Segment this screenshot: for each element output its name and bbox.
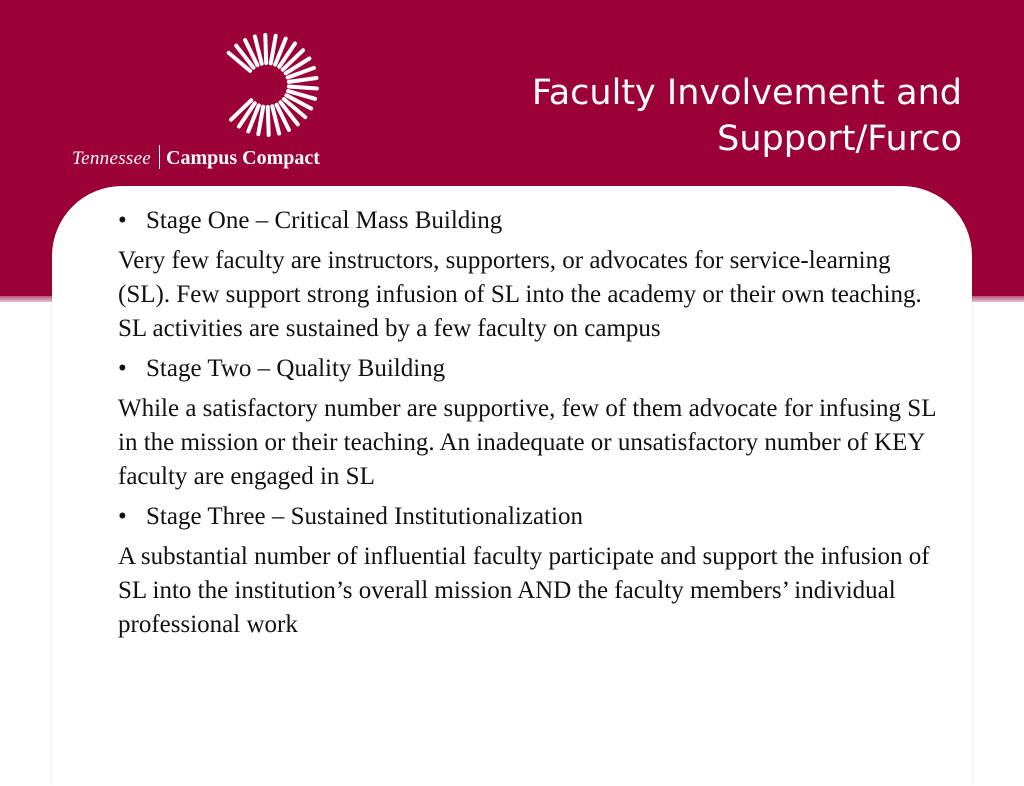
logo-ray	[258, 107, 263, 135]
stage-one-heading: Stage One – Critical Mass Building	[146, 207, 503, 234]
logo-separator	[159, 145, 160, 169]
logo-org-text: Campus Compact	[166, 147, 320, 169]
campus-compact-logo-icon	[212, 30, 322, 140]
slide-title-line-1: Faculty Involvement and	[531, 73, 962, 113]
slide-body	[118, 204, 938, 648]
stage-two-bullet	[118, 352, 938, 386]
slide-title	[442, 70, 962, 162]
slide-title-line-2: Support/Furco	[717, 119, 962, 159]
stage-three-description: A substantial number of influential faculty participate and support the infusion of SL into the institution’s overall mission AND the faculty members’ individual professional work	[118, 543, 930, 638]
logo-state-text: Tennessee	[72, 148, 152, 169]
stage-two-description: While a satisfactory number are supportive, few of them advocate for infusing SL in the mission or their teaching. An inadequate or unsatisfactory number of KEY faculty are engaged in SL	[118, 395, 936, 490]
logo-wordmark	[72, 145, 320, 170]
logo	[72, 30, 372, 180]
bullet-icon: •	[118, 503, 127, 530]
logo-ray	[271, 36, 276, 64]
bullet-icon: •	[118, 207, 127, 234]
stage-one-bullet	[118, 204, 938, 238]
stage-three-bullet	[118, 500, 938, 534]
logo-ray	[289, 87, 317, 89]
stage-two-heading: Stage Two – Quality Building	[146, 355, 446, 382]
stage-one-description: Very few faculty are instructors, supporters, or advocates for service-learning (SL). Few support strong infusion of SL into the academy or their own teaching. SL activities are sustained by a few faculty on campus	[118, 247, 922, 342]
logo-ray	[289, 78, 317, 82]
logo-ray	[268, 107, 269, 135]
stage-three-heading: Stage Three – Sustained Institutionalization	[146, 503, 583, 530]
bullet-icon: •	[118, 355, 127, 382]
logo-ray	[265, 35, 266, 63]
